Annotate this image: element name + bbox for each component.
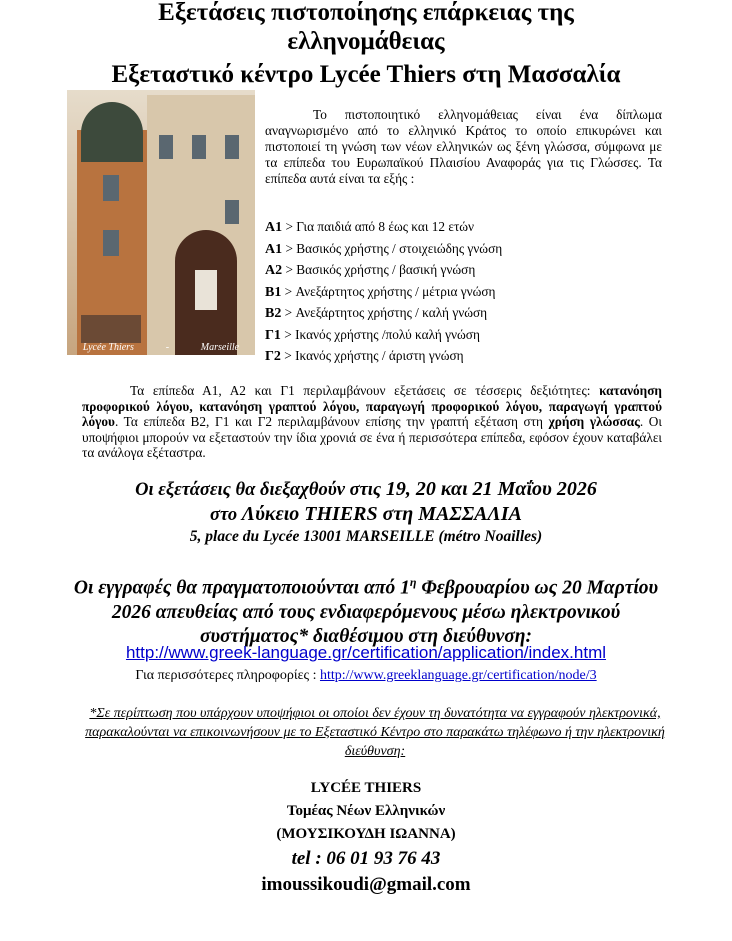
contact-person: (ΜΟΥΣΙΚΟΥΔΗ ΙΩΑΝΝΑ) — [276, 826, 456, 842]
level-item: A2 > Βασικός χρήστης / βασική γνώση — [265, 262, 476, 278]
level-item: A1 > Βασικός χρήστης / στοιχειώδης γνώση — [265, 240, 503, 257]
more-info: Για περισσότερες πληροφορίες : http://www.greeklanguage.gr/certification/node/3 — [135, 668, 597, 683]
contact-email: imoussikoudi@gmail.com — [261, 874, 471, 895]
skills-paragraph: Τα επίπεδα Α1, Α2 και Γ1 περιλαμβάνουν εξετάσεις σε τέσσερις δεξιότητες: κατανόηση προφορικού λόγου, κατανόηση γραπτού λόγου, παραγωγή προφορικού λόγου, παραγωγή γραπτού λόγου. Τα επίπεδα B2, Γ1 και Γ2 περιλαμβάνουν επίσης την γραπτή εξέταση στη χρήση γλώσσας. Οι υποψήφιοι μπορούν να εξεταστούν την ίδια χρονιά σε ένα ή περισσότερα επίπεδα, εφόσον έχουν καταβάλει τα ανάλογα εξέταστρα. — [82, 383, 662, 461]
levels-list — [265, 217, 502, 368]
contact-department: Τομέας Νέων Ελληνικών — [286, 803, 446, 819]
level-item: B2 > Ανεξάρτητος χρήστης / καλή γνώση — [265, 305, 488, 321]
registration-text: Οι εγγραφές θα πραγματοποιούνται από $1^\eta$ Φεβρουαρίου ως 20 Μαρτίου 2026 απευθείας από τους ενδιαφερόμενους μέσω ηλεκτρονικού συστήματος* διαθέσιμου στη διεύθυνση: — [73, 575, 659, 647]
photo-caption-sep: - — [165, 342, 170, 353]
footnote: *Σε περίπτωση που υπάρχουν υποψήφιοι οι οποίοι δεν έχουν τη δυνατότητα να εγγραφούν ηλεκτρονικά, παρακαλούνται να επικοινωνήσουν με το Εξεταστικό Κέντρο στο παρακάτω τηλέφωνο ή την ηλεκτρονική διεύθυνση: — [85, 706, 665, 759]
lycee-thiers-photo — [67, 90, 255, 355]
contact-phone: tel : 06 01 93 76 43 — [291, 848, 441, 869]
photo-caption-left: Lycée Thiers — [82, 342, 134, 353]
title-line-1: Εξετάσεις πιστοποίησης επάρκειας της — [158, 0, 574, 26]
level-item: Γ2 > Ικανός χρήστης / άριστη γνώση — [265, 348, 464, 364]
intro-text: Το πιστοποιητικό ελληνομάθειας είναι ένα δίπλωμα αναγνωρισμένο από το ελληνικό Κράτος το οποίο επικυρώνει και πιστοποιεί τη γνώση των νέων ελληνικών ως ξένη γλώσσα, σύμφωνα με τα επίπεδα του Ευρωπαϊκού Πλαισίου Αναφοράς για τις Γλώσσες. Τα επίπεδα αυτά είναι τα εξής : — [265, 107, 662, 186]
info-link[interactable]: http://www.greeklanguage.gr/certification/node/3 — [319, 668, 597, 683]
title-line-3: Εξεταστικό κέντρο Lycée Thiers στη Μασσαλία — [111, 61, 621, 88]
exam-venue: στο Λύκειο THIERS στη ΜΑΣΣΑΛΙΑ — [210, 503, 522, 525]
title-line-2: ελληνομάθειας — [287, 28, 445, 55]
exam-dates: Οι εξετάσεις θα διεξαχθούν στις 19, 20 και 21 Μαΐου 2026 — [135, 478, 597, 500]
intro-paragraph — [265, 107, 662, 187]
exam-address: 5, place du Lycée 13001 MARSEILLE (métro Noailles) — [189, 528, 543, 545]
application-link[interactable]: http://www.greek-language.gr/certification/application/index.html — [125, 643, 607, 662]
level-item: Γ1 > Ικανός χρήστης /πολύ καλή γνώση — [265, 326, 480, 343]
photo-caption-right: Marseille — [200, 342, 240, 353]
contact-school: LYCÉE THIERS — [310, 780, 422, 796]
level-item: B1 > Ανεξάρτητος χρήστης / μέτρια γνώση — [265, 283, 496, 300]
level-item: A1 > Για παιδιά από 8 έως και 12 ετών — [265, 219, 475, 235]
